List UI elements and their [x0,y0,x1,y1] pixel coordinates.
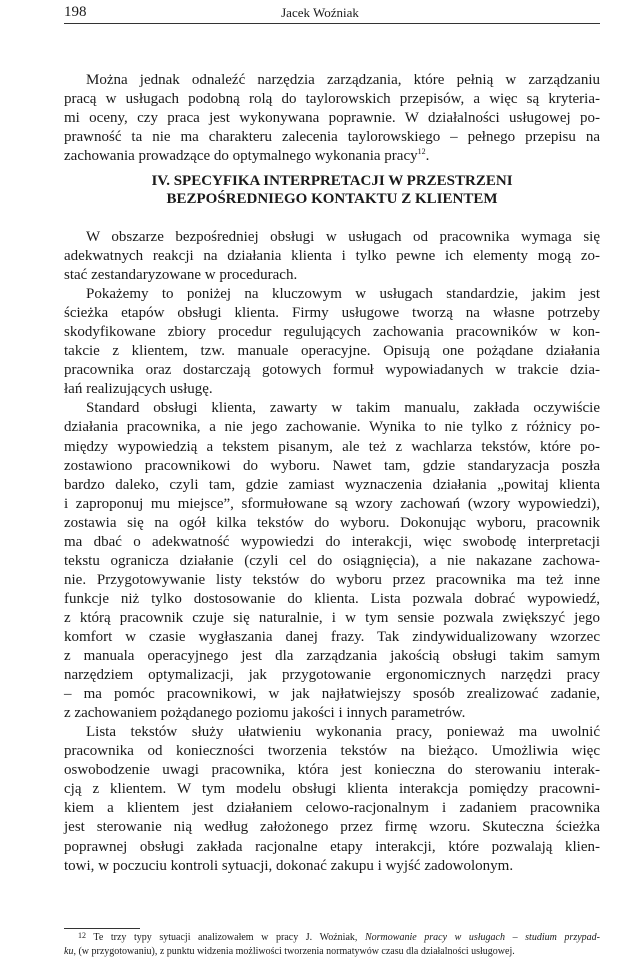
text-line: Można jednak odnaleźć narzędzia zarządzania, które pełnią w zarządzaniu [86,72,600,88]
text-line: Pokażemy to poniżej na kluczowym w usługach standardzie, jakim jest [86,286,600,303]
paragraph-1 [64,71,600,166]
heading-line: BEZPOŚREDNIEGO KONTAKTU Z KLIENTEM [166,191,498,207]
text-segment: . [425,148,430,165]
text-line: takcie z klientem, tzw. manuale operacyjne. Opisują one pożądane działania [64,343,600,360]
text-line [64,147,600,166]
text-line: zostawia się na ogół kilka tekstów do wyboru. Dokonując wyboru, pracownik [64,514,600,531]
heading-line: IV. SPECYFIKA INTERPRETACJI W PRZESTRZENI [151,173,513,189]
text-line: adekwatnych reakcji na działania klienta i tylko pewne ich elementy mogą zo- [64,248,600,265]
text-line: tekstu ogranicza działanie (czyli cel do osiągnięcia), a nie nakazane zachowa- [64,552,600,569]
footnote-rule [64,928,140,929]
text-segment: zachowania prowadzące do optymalnego wykonania pracy [64,148,418,165]
text-line: pracownika od konieczności tworzenia tekstów na bieżąco. Umożliwia więc [64,743,600,760]
text-line: prawność ta nie ma charakteru zalecenia taylorowskiego – pełnego przepisu na [64,129,600,146]
text-line: nie. Przygotowywanie listy tekstów do wyboru przez pracownika ma też inne [64,571,600,588]
text-line: cją z klientem. W tym modelu obsługi klienta interakcja pomiędzy pracowni- [64,781,600,798]
paragraph [64,228,600,285]
text-line: ścieżka etapów obsługi klienta. Firmy usługowe tworzą na własne potrzeby [64,305,600,322]
cited-title: ku, [64,945,76,957]
paragraph [64,399,600,723]
text-line: i zaproponuj mu miejsce”, sformułowane są wzory zachowań (wzory wypowiedzi), [64,495,600,512]
footnote-line [64,945,600,959]
text-line: – ma pomóc pracownikowi, w jak najłatwiejszy sposób zrealizować zadanie, [64,686,600,703]
text-segment: (w przygotowaniu), z punktu widzenia możliwości tworzenia normatywów czasu dla działalności usługowej. [75,945,515,957]
text-line: skodyfikowane zbiory procedur regulujących zachowania pracowników w kon- [64,324,600,341]
text-line: funkcje niż tylko dostosowanie do klienta. Lista pozwala dobrać wypowiedź, [64,590,600,607]
footnote-ref: 12 [417,147,426,157]
section-heading [64,172,600,208]
text-line: łań realizujących usługę. [64,381,213,398]
running-head: Jacek Woźniak [281,5,359,20]
text-line: między wypowiedzią a tekstem pisanym, ale też z wachlarza tekstów, które po- [64,438,600,455]
text-line: z którą pracownik czuje się naturalnie, i w tym sensie pozwala zwiększyć jego [64,609,600,626]
paragraph [64,285,600,399]
text-line: z manuala operacyjnego jest dla zarządzania jakością obsługi takim samym [64,648,600,665]
body-text [64,228,600,876]
text-line: poprawnej obsługi zakłada racjonalne etapy interakcji, które pozwalają klien- [64,838,600,855]
text-line: kiem a klientem jest działaniem celowo-racjonalnym i zadaniem pracownika [64,800,600,817]
text-line: Standard obsługi klienta, zawarty w takim manualu, zakłada oczywiście [86,400,600,417]
paragraph [64,723,600,875]
text-line: bardzo daleko, czyli tam, gdzie zamiast wyznaczenia działania „powitaj klienta [64,476,600,493]
header-rule [64,23,600,24]
text-line: pracą w usługach podobną rolą do taylorowskich przepisów, a więc są kryteria- [64,91,600,108]
text-line: działania pracownika, a nie jego zachowanie. Wynika to nie tylko z różnicy po- [64,419,600,436]
footnote-number: 12 [78,931,86,940]
text-line: oswobodzenie uwagi pracownika, która jest konieczna do sterowaniu interak- [64,762,600,779]
text-line: jest sterowanie nią według założonego przez firmę wzoru. Skuteczna ścieżka [64,819,600,836]
text-line: stać zestandaryzowane w procedurach. [64,267,298,284]
text-line: z zachowaniem pożądanego poziomu jakości i innych parametrów. [64,705,466,722]
page-number: 198 [64,4,87,20]
text-line: mi oceny, czy praca jest wykonywana poprawnie. W działalności usługowej po- [64,110,600,127]
footnote-12 [64,931,600,958]
text-line: pracownika oraz dostarczają gotowych formuł wypowiadanych w trakcie dzia- [64,362,600,379]
text-segment: Te trzy typy sytuacji analizowałem w pracy J. Woźniak, [86,932,365,943]
text-line: towi, w poczuciu kontroli sytuacji, dokonać zakupu i wyjść zadowolonym. [64,857,514,874]
text-line: zostawiono pracownikowi do wyboru. Nawet tam, gdzie standaryzacja poszła [64,457,600,474]
cited-title: Normowanie pracy w usługach – studium przypad- [364,932,600,943]
text-line: ma dbać o adekwatność wypowiedzi do interakcji, więc swobodę interpretacji [64,533,600,550]
text-line: W obszarze bezpośredniej obsługi w usługach od pracownika wymaga się [86,229,600,245]
footnote-line [64,931,600,945]
text-line: komfort w czasie wygłaszania danej frazy. Tak zindywidualizowany wzorzec [64,628,600,645]
text-line: narzędziem optymalizacji, jak przygotowanie ergonomicznych narzędzi pracy [64,667,600,684]
text-line: Lista tekstów służy ułatwieniu wykonania pracy, ponieważ ma uwolnić [86,724,600,741]
